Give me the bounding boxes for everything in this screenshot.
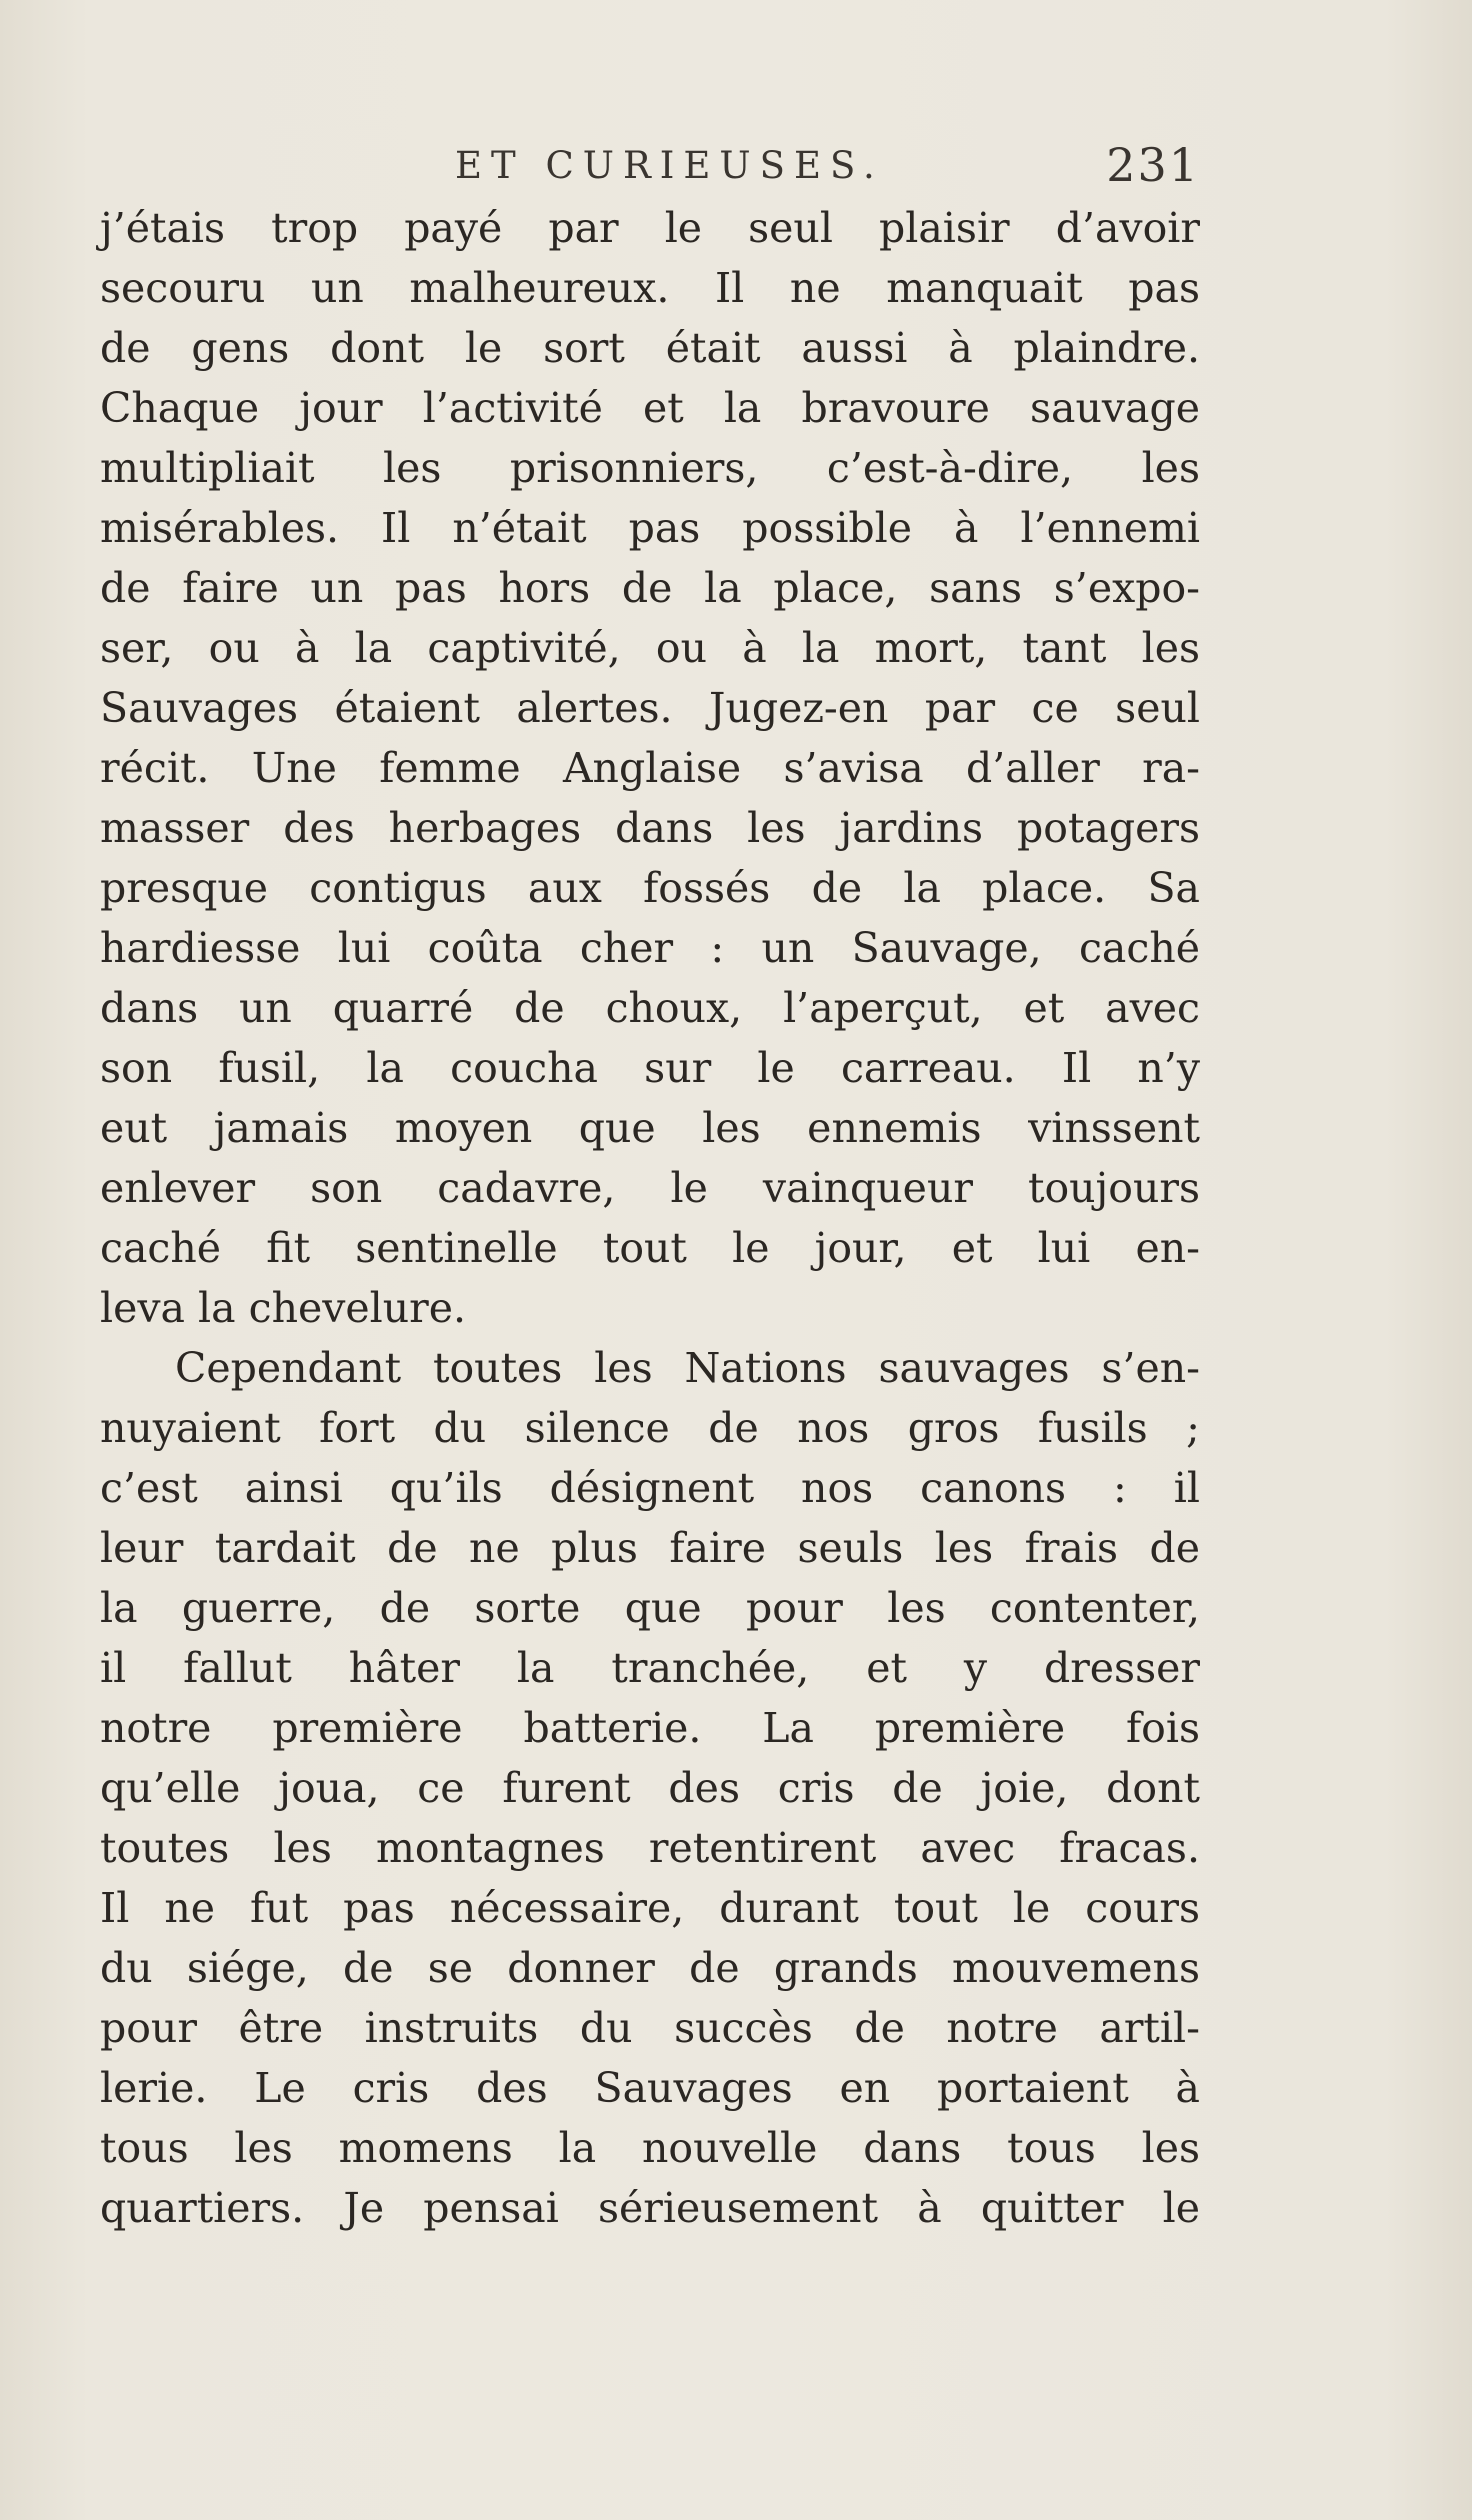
- text-line: eut jamais moyen que les ennemis vinssent: [100, 1104, 1200, 1152]
- text-line: Il ne fut pas nécessaire, durant tout le cours: [100, 1884, 1200, 1932]
- text-line: dans un quarré de choux, l’aperçut, et avec: [100, 984, 1200, 1032]
- text-line: la guerre, de sorte que pour les contenter,: [100, 1584, 1200, 1632]
- text-line: secouru un malheureux. Il ne manquait pas: [100, 264, 1200, 312]
- text-line: nuyaient fort du silence de nos gros fusils ;: [100, 1404, 1200, 1452]
- text-line: tous les momens la nouvelle dans tous les: [100, 2124, 1200, 2172]
- text-line: pour être instruits du succès de notre artil-: [100, 2004, 1200, 2052]
- text-line: lerie. Le cris des Sauvages en portaient à: [100, 2064, 1200, 2112]
- text-line: Chaque jour l’activité et la bravoure sauvage: [100, 384, 1200, 432]
- text-line: récit. Une femme Anglaise s’avisa d’aller ra-: [100, 744, 1200, 792]
- text-line: masser des herbages dans les jardins potagers: [100, 804, 1200, 852]
- text-line: Cependant toutes les Nations sauvages s’en-: [175, 1344, 1200, 1392]
- body-text: [100, 198, 1200, 2238]
- text-line: misérables. Il n’était pas possible à l’ennemi: [100, 504, 1200, 552]
- text-line: du siége, de se donner de grands mouvemens: [100, 1944, 1200, 1992]
- text-line: il fallut hâter la tranchée, et y dresser: [100, 1644, 1200, 1692]
- text-line: enlever son cadavre, le vainqueur toujours: [100, 1164, 1200, 1212]
- page-number: 231: [1106, 138, 1200, 192]
- text-line: leur tardait de ne plus faire seuls les frais de: [100, 1524, 1200, 1572]
- text-line: notre première batterie. La première fois: [100, 1704, 1200, 1752]
- text-line: son fusil, la coucha sur le carreau. Il n’y: [100, 1044, 1200, 1092]
- text-line: quartiers. Je pensai sérieusement à quitter le: [100, 2184, 1200, 2232]
- text-line: ser, ou à la captivité, ou à la mort, tant les: [100, 624, 1200, 672]
- text-line: leva la chevelure.: [100, 1284, 467, 1332]
- text-line: hardiesse lui coûta cher : un Sauvage, caché: [100, 924, 1200, 972]
- text-line: presque contigus aux fossés de la place. Sa: [100, 864, 1200, 912]
- running-head: ET CURIEUSES.: [455, 144, 884, 187]
- text-line: de faire un pas hors de la place, sans s’expo-: [100, 564, 1200, 612]
- text-line: j’étais trop payé par le seul plaisir d’avoir: [100, 204, 1200, 252]
- text-line: Sauvages étaient alertes. Jugez-en par ce seul: [100, 684, 1200, 732]
- text-line: multipliait les prisonniers, c’est-à-dire, les: [100, 444, 1200, 492]
- text-line: caché fit sentinelle tout le jour, et lui en-: [100, 1224, 1200, 1272]
- text-line: c’est ainsi qu’ils désignent nos canons : il: [100, 1464, 1200, 1512]
- text-line: toutes les montagnes retentirent avec fracas.: [100, 1824, 1200, 1872]
- text-line: de gens dont le sort était aussi à plaindre.: [100, 324, 1200, 372]
- page-header: [100, 138, 1200, 198]
- text-line: qu’elle joua, ce furent des cris de joie, dont: [100, 1764, 1200, 1812]
